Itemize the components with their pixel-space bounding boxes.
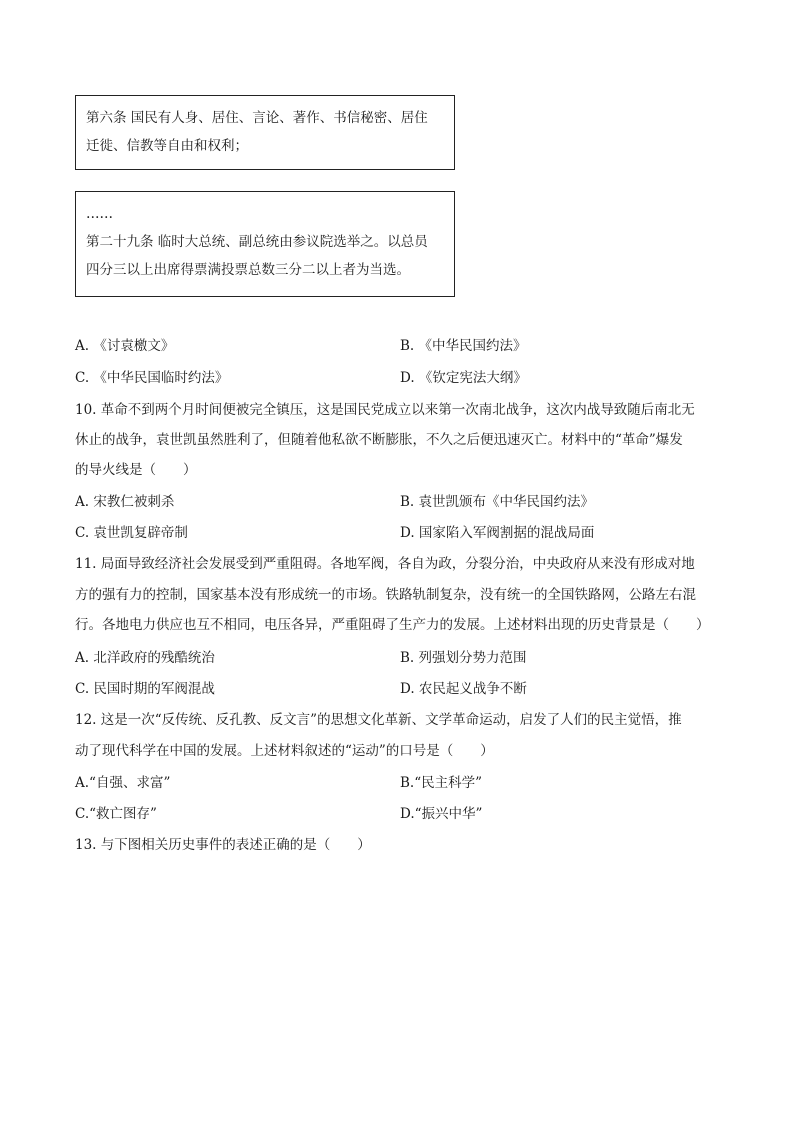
q10-option-d: D. 国家陷入军阀割据的混战局面 — [400, 525, 595, 541]
q9-option-a: A. 《讨袁檄文》 — [75, 338, 175, 354]
q10-option-a: A. 宋教仁被刺杀 — [75, 494, 175, 510]
q10-option-b: B. 袁世凯颁布《中华民国约法》 — [400, 494, 595, 510]
q11-stem-line: 方的强有力的控制，国家基本没有形成统一的市场。铁路轨制复杂，没有统一的全国铁路网，公路左右混 — [75, 587, 696, 603]
q12-stem-line: 12. 这是一次“反传统、反孔教、反文言”的思想文化革新、文学革命运动，启发了人们的民主觉悟，推 — [75, 712, 682, 728]
q13-stem-line: 13. 与下图相关历史事件的表述正确的是（ ） — [75, 837, 371, 853]
q12-stem-line: 动了现代科学在中国的发展。上述材料叙述的“运动”的口号是（ ） — [75, 743, 494, 759]
q11-stem-line: 行。各地电力供应也互不相同，电压各异，严重阻碍了生产力的发展。上述材料出现的历史背景是（ ） — [75, 617, 710, 633]
q9-option-b: B. 《中华民国约法》 — [400, 338, 527, 354]
q11-option-a: A. 北洋政府的残酷统治 — [75, 650, 215, 666]
q10-stem-line: 休止的战争，袁世凯虽然胜利了，但随着他私欲不断膨胀，不久之后便迅速灭亡。材料中的“革命”爆发 — [75, 432, 683, 448]
quote-line: 第二十九条 临时大总统、副总统由参议院选举之。以总员 — [86, 234, 428, 250]
quote-line: …… — [86, 206, 113, 222]
q11-option-c: C. 民国时期的军阀混战 — [75, 681, 215, 697]
quote-box-article-29 — [75, 191, 455, 297]
q10-option-c: C. 袁世凯复辟帝制 — [75, 525, 188, 541]
q9-option-d: D. 《钦定宪法大纲》 — [400, 370, 527, 386]
q9-option-c: C. 《中华民国临时约法》 — [75, 370, 229, 386]
quote-line: 迁徙、信教等自由和权利； — [86, 138, 248, 154]
q11-stem-line: 11. 局面导致经济社会发展受到严重阻碍。各地军阀，各自为政，分裂分治，中央政府从来没有形成对地 — [75, 556, 695, 572]
q10-stem-line: 的导火线是（ ） — [75, 462, 197, 478]
q11-option-b: B. 列强划分势力范围 — [400, 650, 527, 666]
q11-option-d: D. 农民起义战争不断 — [400, 681, 527, 697]
q12-option-c: C.“救亡图存” — [75, 806, 157, 822]
quote-line: 四分三以上出席得票满投票总数三分二以上者为当选。 — [86, 262, 410, 278]
quote-line: 第六条 国民有人身、居住、言论、著作、书信秘密、居住 — [86, 110, 428, 126]
q10-stem-line: 10. 革命不到两个月时间便被完全镇压，这是国民党成立以来第一次南北战争，这次内战导致随后南北无 — [75, 402, 695, 418]
quote-box-article-6 — [75, 95, 455, 170]
q12-option-d: D.“振兴中华” — [400, 806, 483, 822]
q12-option-b: B.“民主科学” — [400, 775, 483, 791]
q12-option-a: A.“自强、求富” — [75, 775, 171, 791]
